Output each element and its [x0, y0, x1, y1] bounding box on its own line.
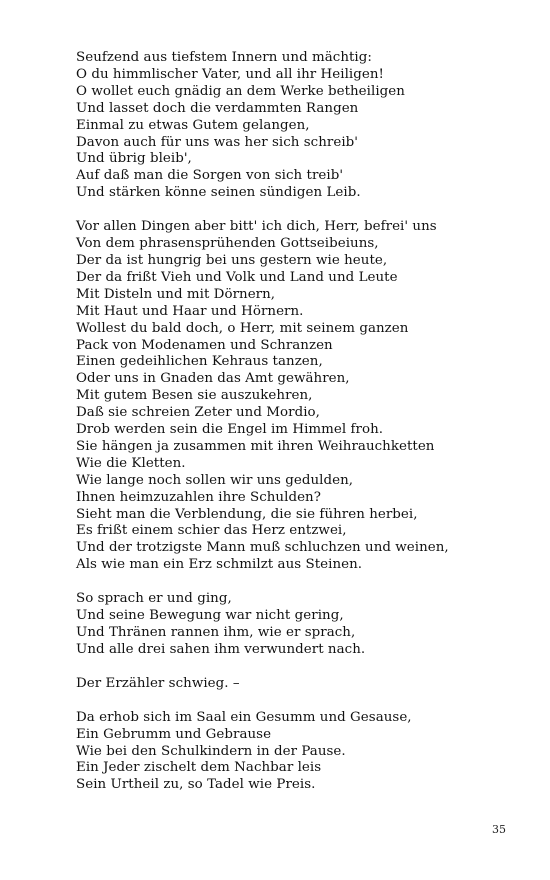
verse-line: Wie bei den Schulkindern in der Pause. — [76, 743, 346, 759]
page-number: 35 — [492, 823, 506, 836]
verse-line: Sieht man die Verblendung, die sie führen herbei, — [76, 506, 418, 522]
verse-line: Und lasset doch die verdammten Rangen — [76, 100, 359, 116]
verse-line: Von dem phrasensprühenden Gottseibeiuns, — [76, 236, 379, 252]
verse-line: Und der trotzigste Mann muß schluchzen und weinen, — [76, 540, 449, 556]
verse-line: Da erhob sich im Saal ein Gesumm und Gesause, — [76, 709, 412, 725]
verse-line: Der Erzähler schwieg. – — [76, 675, 240, 691]
verse-line: Und stärken könne seinen sündigen Leib. — [76, 185, 361, 201]
verse-line: Als wie man ein Erz schmilzt aus Steinen. — [76, 557, 363, 573]
verse-line: Ihnen heimzuzahlen ihre Schulden? — [76, 489, 321, 505]
verse-line: Daß sie schreien Zeter und Mordio, — [76, 405, 320, 421]
verse-line: Seufzend aus tiefstem Innern und mächtig: — [76, 50, 372, 65]
verse-line: Auf daß man die Sorgen von sich treib' — [76, 168, 344, 184]
verse-line: Es frißt einem schier das Herz entzwei, — [76, 523, 347, 539]
verse-line: Der da frißt Vieh und Volk und Land und Leute — [76, 269, 398, 285]
verse-line: Pack von Modenamen und Schranzen — [76, 337, 333, 353]
verse-line: Wie lange noch sollen wir uns gedulden, — [76, 472, 354, 488]
stanza — [76, 710, 536, 795]
verse-line: Sein Urtheil zu, so Tadel wie Preis. — [76, 777, 316, 793]
stanza — [76, 50, 536, 202]
stanza — [76, 219, 536, 574]
verse-line: Mit gutem Besen sie auszukehren, — [76, 388, 313, 404]
verse-line: Und seine Bewegung war nicht gering, — [76, 608, 344, 624]
verse-line: Einmal zu etwas Gutem gelangen, — [76, 117, 310, 133]
poem-text — [76, 50, 536, 811]
verse-line: Sie hängen ja zusammen mit ihren Weihrauchketten — [76, 438, 435, 454]
verse-line: Vor allen Dingen aber bitt' ich dich, Herr, befrei' uns — [76, 219, 437, 235]
verse-line: Einen gedeihlichen Kehraus tanzen, — [76, 354, 323, 370]
verse-line: Mit Haut und Haar und Hörnern. — [76, 303, 304, 319]
verse-line: So sprach er und ging, — [76, 591, 232, 607]
verse-line: Und Thränen rannen ihm, wie er sprach, — [76, 625, 356, 640]
verse-line: Oder uns in Gnaden das Amt gewähren, — [76, 371, 350, 387]
stanza — [76, 676, 536, 693]
verse-line: Wollest du bald doch, o Herr, mit seinem ganzen — [76, 320, 409, 336]
verse-line: Wie die Kletten. — [76, 455, 186, 471]
verse-line: Davon auch für uns was her sich schreib' — [76, 134, 358, 150]
verse-line: Drob werden sein die Engel im Himmel froh. — [76, 422, 384, 438]
verse-line: O du himmlischer Vater, und all ihr Heiligen! — [76, 66, 384, 82]
verse-line: Ein Jeder zischelt dem Nachbar leis — [76, 760, 322, 776]
verse-line: Mit Disteln und mit Dörnern, — [76, 286, 276, 302]
verse-line: Und übrig bleib', — [76, 151, 192, 167]
verse-line: Der da ist hungrig bei uns gestern wie heute, — [76, 252, 388, 268]
stanza — [76, 591, 536, 659]
verse-line: Und alle drei sahen ihm verwundert nach. — [76, 641, 366, 657]
verse-line: Ein Gebrumm und Gebrause — [76, 726, 272, 742]
verse-line: O wollet euch gnädig an dem Werke betheiligen — [76, 83, 405, 99]
